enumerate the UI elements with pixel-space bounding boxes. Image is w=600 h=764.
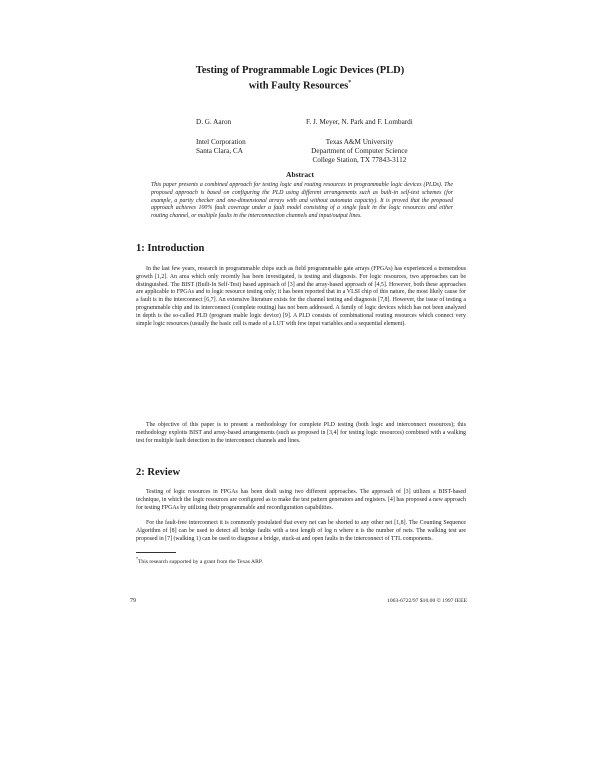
title-footnote-mark: * <box>348 80 352 86</box>
title-line-2: with Faulty Resources* <box>248 80 352 92</box>
copyright-notice: 1063-6722/97 $10.00 © 1997 IEEE <box>387 598 467 604</box>
abstract-text: This paper presents a combined approach for testing logic and routing resources in programmable logic devices (PLDs). The proposed approach is based on configuring the PLD using different arrangements such as built-in self-test schemes (for example, a parity checker and one-dimensional arrays with and without automata capacity). It is proved that the proposed approach achieves 100% fault coverage under a fault model consisting of a single fault in the logic resources and either routing channel, or multiple faults in the interconnection channels and input/output lines. <box>151 182 453 220</box>
author-affiliation-line: Texas A&M University <box>325 138 394 146</box>
footnote-divider <box>136 552 176 553</box>
body-paragraph: Testing of logic resources in FPGAs has been dealt using two different approaches. The approach of [3] utilizes a BIST-based technique, in which the logic resources are configured as to make the test pattern generators and registers. [4] has proposed a new approach for testing FPGAs by utilizing their programmable and reconfiguration capabilities. <box>136 489 466 511</box>
abstract-heading: Abstract <box>286 170 314 179</box>
footnote-text: This research supported by a grant from the Texas ARP. <box>138 558 263 565</box>
page-number: 79 <box>130 598 136 604</box>
author-affiliation-line: Santa Clara, CA <box>196 147 243 155</box>
paper-title <box>0 64 600 93</box>
footnote <box>136 555 263 566</box>
section-heading-review: 2: Review <box>136 467 181 478</box>
footnote-mark: * <box>136 556 138 561</box>
author-affiliation-line: Intel Corporation <box>196 138 246 146</box>
author-affiliation-line: College Station, TX 77843-3112 <box>312 156 407 164</box>
body-paragraph: In the last few years, research in programmable chips such as field programmable gate arrays (FPGAs) has experienced a tremendous growth [1,2]. An area which only recently has been investigated, is testing and diagnosis. For logic resources, two approaches can be distinguished. The BIST (Built-In Self-Test) based approach of [3] and the array-based approach of [4,5]. However, both these approaches are applicable to FPGAs and to logic resource testing only; it has been reported that in a VLSI chip of this nature, the most likely cause for a fault is in the interconnect [6,7]. An extensive literature exists for the channel testing and diagnosis [7,8]. However, the issue of testing a programmable chip and its interconnect (complete routing) has not been addressed. A family of logic devices which has not been analyzed in depth is the so-called PLD (program mable logic device) [9]. A PLD consists of combinational routing resources which connect very simple logic resources (usually the basic cell is made of a LUT with few input variables and a sequential element). <box>136 266 466 327</box>
author-block-left <box>196 118 246 156</box>
author-affiliation-line: Department of Computer Science <box>311 147 408 155</box>
title-line-1: Testing of Programmable Logic Devices (PLD) <box>195 65 405 76</box>
section-heading-introduction: 1: Introduction <box>136 243 205 254</box>
body-paragraph: For the fault-free interconnect it is commonly postulated that every net can be shorted to any other net [1,8]. The Counting Sequence Algorithm of [8] can be used to detect all bridge faults with a test length of log n where n is the number of nets. The walking test are proposed in [7] (walking 1) can be used to diagnose a bridge, stuck-at and open faults in the interconnect of TTL components. <box>136 520 466 542</box>
body-paragraph: The objective of this paper is to present a methodology for complete PLD testing (both logic and interconnect resources); this methodology exploits BIST and array-based arrangements (such as proposed in [3,4] for testing logic resources) combined with a walking test for multiple fault detection in the interconnect channels and lines. <box>136 422 466 444</box>
author-block-right <box>306 118 413 165</box>
author-name: D. G. Aaron <box>196 118 232 126</box>
author-name: F. J. Meyer, N. Park and F. Lombardi <box>306 118 413 126</box>
